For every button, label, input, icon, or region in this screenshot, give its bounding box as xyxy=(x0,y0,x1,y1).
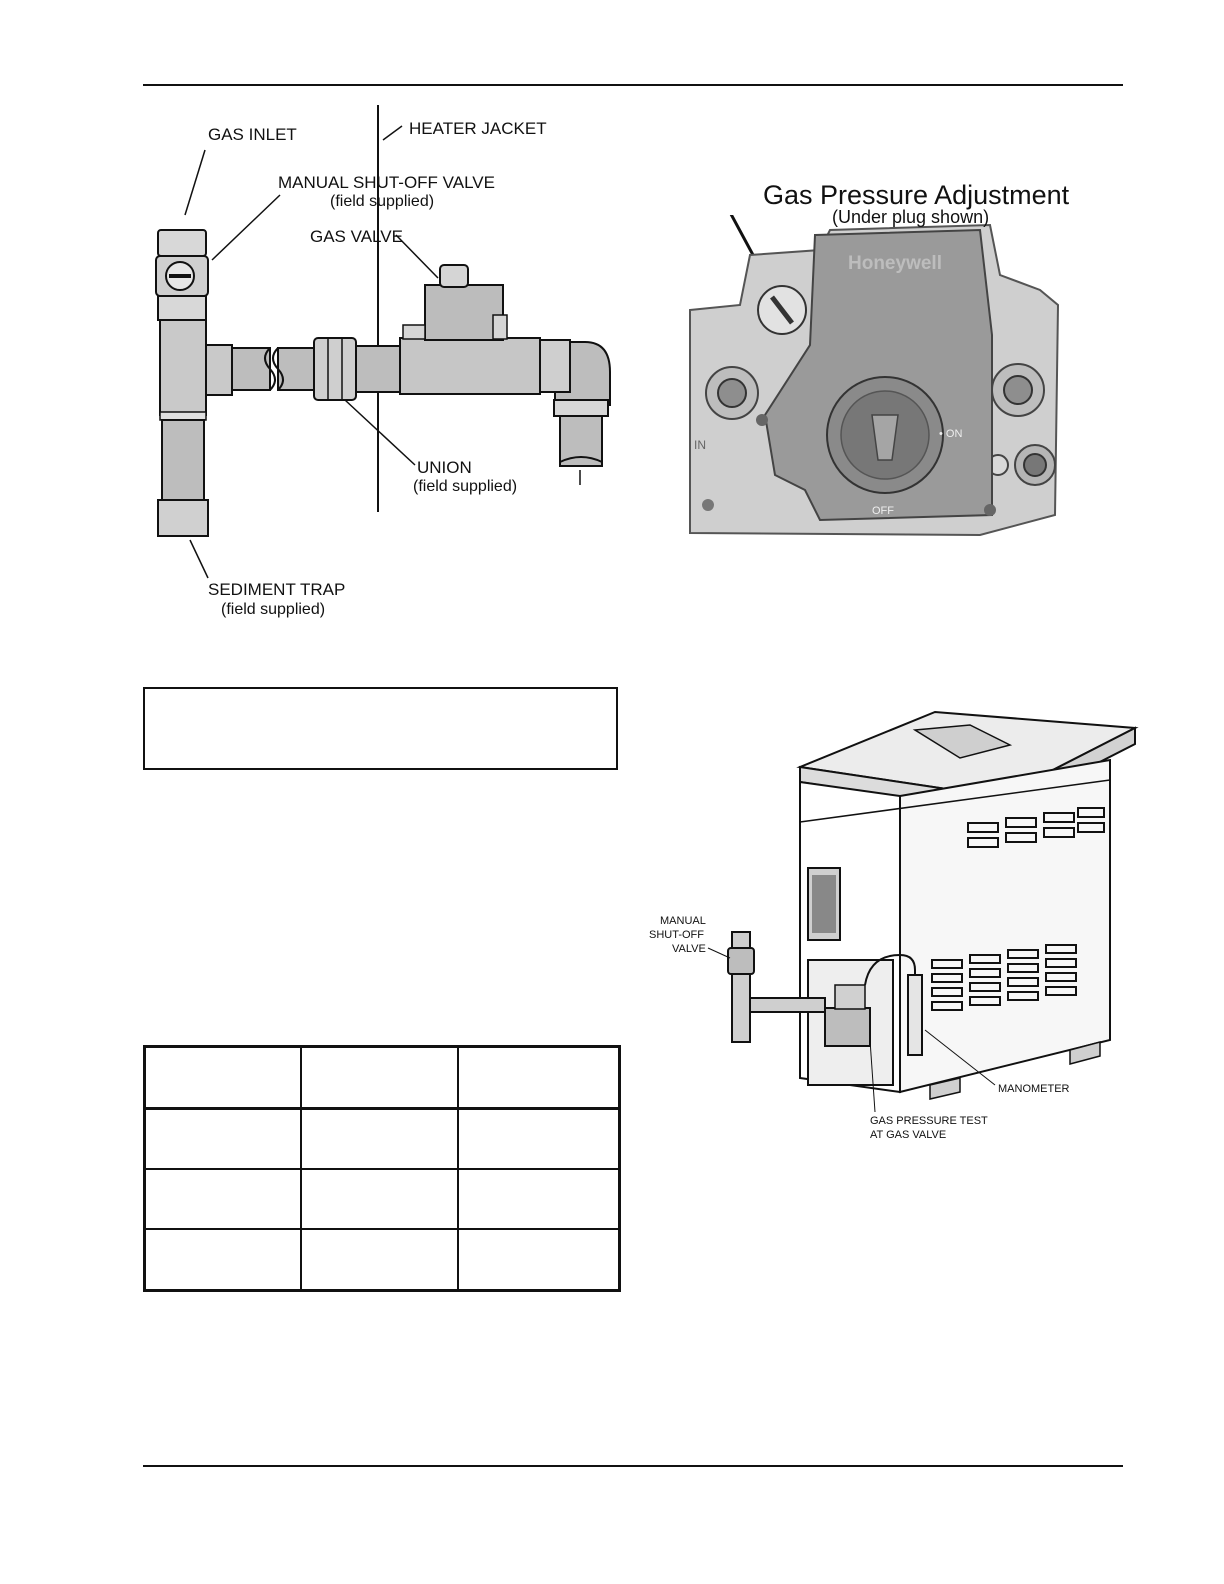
label-manual-shutoff-valve: MANUAL SHUT-OFF VALVE xyxy=(278,173,495,192)
table-cell xyxy=(145,1109,302,1169)
table-cell xyxy=(145,1047,302,1109)
label-gas-pressure-test: GAS PRESSURE TEST xyxy=(870,1115,988,1127)
table-cell xyxy=(458,1109,620,1169)
valve-on-marking: • ON xyxy=(939,428,963,440)
valve-in-marking: IN xyxy=(694,438,706,452)
valve-off-marking: OFF xyxy=(872,505,894,517)
valve-brand-logo: Honeywell xyxy=(848,253,942,274)
label-union: UNION xyxy=(417,458,472,477)
table-row xyxy=(145,1047,620,1109)
label-manometer: MANOMETER xyxy=(998,1083,1070,1095)
label-gas-valve: GAS VALVE xyxy=(310,227,403,246)
table-cell xyxy=(458,1229,620,1291)
label-union-sub: (field supplied) xyxy=(413,478,518,495)
pressure-table xyxy=(143,1045,621,1292)
label-heater-jacket: HEATER JACKET xyxy=(409,119,547,138)
label-manual-line1: MANUAL xyxy=(660,915,706,927)
heater-manometer-drawing xyxy=(700,700,1140,1120)
photo-title-gas-pressure-adjustment: Gas Pressure Adjustment xyxy=(763,180,1070,210)
photo-subtitle-under-plug: (Under plug shown) xyxy=(832,207,990,227)
table-cell xyxy=(301,1047,458,1109)
table-cell xyxy=(301,1109,458,1169)
label-sediment-trap-sub: (field supplied) xyxy=(221,601,326,618)
footer-rule xyxy=(143,1465,1123,1467)
header-rule xyxy=(143,84,1123,86)
label-sediment-trap: SEDIMENT TRAP xyxy=(208,580,346,599)
table-row xyxy=(145,1169,620,1229)
table-cell xyxy=(145,1169,302,1229)
table-row xyxy=(145,1109,620,1169)
table-cell xyxy=(458,1047,620,1109)
label-manual-line2: SHUT-OFF xyxy=(649,929,704,941)
label-gas-inlet: GAS INLET xyxy=(208,125,297,144)
table-cell xyxy=(145,1229,302,1291)
label-manual-shutoff-sub: (field supplied) xyxy=(330,193,435,210)
table-cell xyxy=(301,1229,458,1291)
table-row xyxy=(145,1229,620,1291)
table-cell xyxy=(458,1169,620,1229)
label-manual-line3: VALVE xyxy=(672,943,706,955)
label-at-gas-valve: AT GAS VALVE xyxy=(870,1129,947,1141)
note-box xyxy=(143,687,618,770)
table-cell xyxy=(301,1169,458,1229)
